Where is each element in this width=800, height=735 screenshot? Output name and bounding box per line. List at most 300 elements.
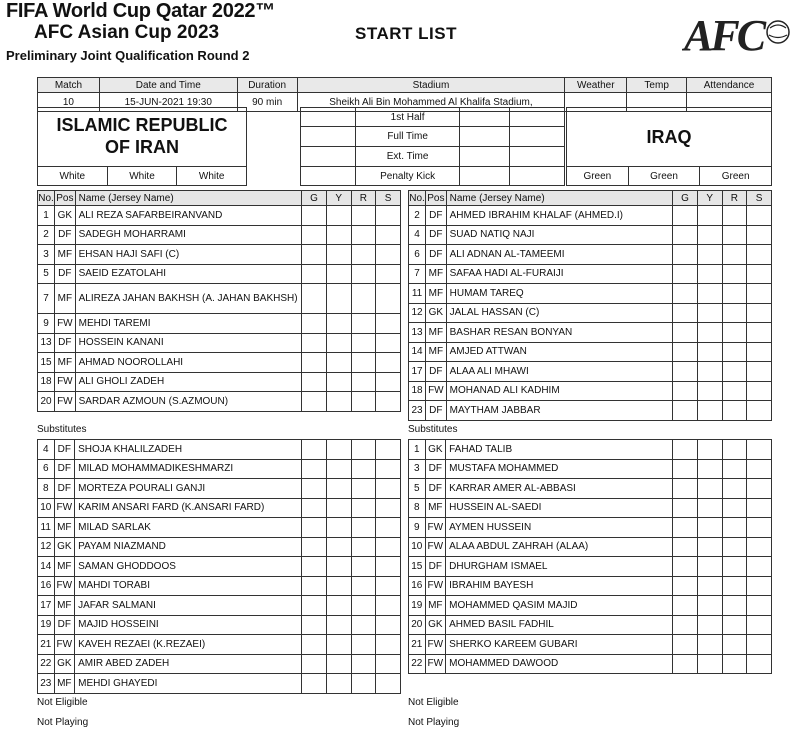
player-yellow-cell	[697, 264, 722, 284]
player-position: DF	[425, 459, 446, 479]
player-name: MILAD MOHAMMADIKESHMARZI	[75, 459, 302, 479]
player-name: IBRAHIM BAYESH	[446, 576, 673, 596]
player-name: KAVEH REZAEI (K.REZAEI)	[75, 635, 302, 655]
player-row	[38, 372, 401, 392]
player-yellow-cell	[326, 206, 351, 226]
player-name: ALAA ALI MHAWI	[446, 362, 673, 382]
player-number: 13	[409, 323, 426, 343]
player-yellow-cell	[697, 576, 722, 596]
player-yellow-cell	[326, 479, 351, 499]
player-yellow-cell	[697, 342, 722, 362]
player-red-cell	[722, 381, 747, 401]
player-name: MAJID HOSSEINI	[75, 615, 302, 635]
player-position: DF	[55, 264, 76, 284]
player-name: MAHDI TORABI	[75, 576, 302, 596]
home-kit-socks: White	[177, 167, 247, 186]
player-goals-cell	[302, 353, 327, 373]
player-goals-cell	[673, 615, 698, 635]
away-substitutes-label: Substitutes	[408, 424, 458, 435]
player-name: BASHAR RESAN BONYAN	[446, 323, 673, 343]
player-row	[409, 537, 772, 557]
player-row	[409, 518, 772, 538]
col-y-header: Y	[697, 191, 722, 206]
player-yellow-cell	[326, 596, 351, 616]
player-red-cell	[351, 615, 376, 635]
stadium-label: Stadium	[297, 78, 565, 93]
player-goals-cell	[302, 392, 327, 412]
away-not-playing: Not Playing	[408, 717, 460, 728]
player-position: FW	[425, 537, 446, 557]
player-sub-cell	[376, 537, 401, 557]
player-name: SHERKO KAREEM GUBARI	[446, 635, 673, 655]
player-position: GK	[54, 537, 75, 557]
player-sub-cell	[376, 353, 401, 373]
player-position: GK	[425, 440, 446, 460]
player-row	[409, 440, 772, 460]
player-row	[38, 284, 401, 314]
player-sub-cell	[376, 498, 401, 518]
player-number: 2	[38, 225, 55, 245]
player-sub-cell	[747, 264, 772, 284]
player-goals-cell	[673, 284, 698, 304]
player-red-cell	[351, 372, 376, 392]
player-position: FW	[55, 372, 76, 392]
player-red-cell	[722, 440, 747, 460]
player-yellow-cell	[697, 206, 722, 226]
col-r-header: R	[722, 191, 747, 206]
home-starters-table	[37, 190, 401, 412]
competition-title: FIFA World Cup Qatar 2022™	[6, 0, 275, 22]
player-goals-cell	[302, 245, 327, 265]
player-goals-cell	[673, 557, 698, 577]
player-sub-cell	[376, 314, 401, 334]
col-s-header: S	[376, 191, 401, 206]
player-goals-cell	[302, 537, 327, 557]
player-red-cell	[351, 353, 376, 373]
player-row	[38, 245, 401, 265]
player-red-cell	[722, 401, 747, 421]
player-sub-cell	[376, 333, 401, 353]
player-name: SHOJA KHALILZADEH	[75, 440, 302, 460]
player-row	[38, 615, 401, 635]
player-goals-cell	[673, 225, 698, 245]
player-sub-cell	[747, 245, 772, 265]
home-substitutes-table	[37, 439, 401, 694]
player-row	[38, 392, 401, 412]
score-table	[300, 107, 565, 186]
player-row	[38, 206, 401, 226]
date-time-label: Date and Time	[99, 78, 237, 93]
player-position: MF	[54, 596, 75, 616]
player-goals-cell	[673, 518, 698, 538]
player-number: 20	[409, 615, 426, 635]
player-row	[38, 333, 401, 353]
player-yellow-cell	[697, 537, 722, 557]
col-name-header: Name (Jersey Name)	[446, 191, 673, 206]
player-row	[38, 264, 401, 284]
player-number: 18	[38, 372, 55, 392]
player-row	[38, 557, 401, 577]
player-goals-cell	[673, 654, 698, 674]
player-name: ALI GHOLI ZADEH	[75, 372, 302, 392]
player-position: DF	[55, 333, 76, 353]
home-kit-shorts: White	[107, 167, 177, 186]
player-goals-cell	[302, 284, 327, 314]
player-name: AHMED IBRAHIM KHALAF (AHMED.I)	[446, 206, 673, 226]
player-row	[38, 635, 401, 655]
column-header-row	[38, 191, 401, 206]
player-row	[38, 440, 401, 460]
player-yellow-cell	[697, 362, 722, 382]
player-yellow-cell	[697, 654, 722, 674]
player-yellow-cell	[697, 635, 722, 655]
player-number: 23	[38, 674, 55, 694]
player-sub-cell	[376, 596, 401, 616]
player-position: DF	[54, 440, 75, 460]
player-red-cell	[722, 596, 747, 616]
player-name: AYMEN HUSSEIN	[446, 518, 673, 538]
home-team-name-line1: ISLAMIC REPUBLIC	[56, 115, 228, 135]
player-red-cell	[722, 537, 747, 557]
player-sub-cell	[747, 615, 772, 635]
player-row	[38, 654, 401, 674]
player-number: 9	[409, 518, 426, 538]
player-row	[38, 314, 401, 334]
player-goals-cell	[302, 333, 327, 353]
player-position: MF	[425, 596, 446, 616]
player-sub-cell	[376, 576, 401, 596]
player-yellow-cell	[697, 401, 722, 421]
round-title: Preliminary Joint Qualification Round 2	[6, 48, 250, 63]
player-name: SUAD NATIQ NAJI	[446, 225, 673, 245]
player-number: 11	[38, 518, 55, 538]
player-red-cell	[351, 440, 376, 460]
player-yellow-cell	[697, 518, 722, 538]
player-goals-cell	[673, 264, 698, 284]
player-position: GK	[55, 206, 76, 226]
player-goals-cell	[673, 362, 698, 382]
document-title: START LIST	[355, 24, 457, 43]
player-name: ALIREZA JAHAN BAKHSH (A. JAHAN BAKHSH)	[75, 284, 302, 314]
player-position: MF	[426, 264, 447, 284]
player-goals-cell	[673, 381, 698, 401]
player-number: 17	[409, 362, 426, 382]
home-substitutes-label: Substitutes	[37, 424, 87, 435]
player-goals-cell	[302, 596, 327, 616]
player-sub-cell	[747, 518, 772, 538]
player-row	[409, 459, 772, 479]
player-name: SADEGH MOHARRAMI	[75, 225, 302, 245]
player-sub-cell	[747, 362, 772, 382]
player-red-cell	[351, 459, 376, 479]
player-red-cell	[351, 206, 376, 226]
player-name: AHMAD NOOROLLAHI	[75, 353, 302, 373]
player-position: DF	[54, 479, 75, 499]
player-number: 1	[38, 206, 55, 226]
player-row	[38, 596, 401, 616]
player-red-cell	[722, 225, 747, 245]
player-goals-cell	[673, 303, 698, 323]
player-name: ALI ADNAN AL-TAMEEMI	[446, 245, 673, 265]
player-goals-cell	[673, 401, 698, 421]
player-sub-cell	[747, 498, 772, 518]
player-sub-cell	[376, 459, 401, 479]
player-name: AMIR ABED ZADEH	[75, 654, 302, 674]
player-position: DF	[55, 225, 76, 245]
player-position: DF	[426, 362, 447, 382]
player-position: MF	[55, 284, 76, 314]
player-row	[38, 459, 401, 479]
player-number: 3	[409, 459, 426, 479]
player-sub-cell	[747, 381, 772, 401]
player-goals-cell	[673, 635, 698, 655]
player-yellow-cell	[326, 372, 351, 392]
player-position: GK	[425, 615, 446, 635]
player-red-cell	[722, 342, 747, 362]
player-position: FW	[55, 314, 76, 334]
player-goals-cell	[673, 206, 698, 226]
player-number: 14	[38, 557, 55, 577]
col-no-header: No.	[409, 192, 425, 204]
player-number: 15	[38, 353, 55, 373]
home-team-box	[37, 107, 247, 167]
player-row	[409, 596, 772, 616]
player-goals-cell	[302, 264, 327, 284]
player-number: 10	[409, 537, 426, 557]
player-position: MF	[55, 353, 76, 373]
player-red-cell	[722, 654, 747, 674]
column-header-row	[409, 191, 772, 206]
player-sub-cell	[747, 479, 772, 499]
player-sub-cell	[376, 372, 401, 392]
player-sub-cell	[747, 537, 772, 557]
player-red-cell	[351, 596, 376, 616]
player-number: 8	[38, 479, 55, 499]
player-row	[38, 353, 401, 373]
player-goals-cell	[673, 459, 698, 479]
player-red-cell	[351, 225, 376, 245]
player-number: 14	[409, 342, 426, 362]
player-name: PAYAM NIAZMAND	[75, 537, 302, 557]
player-row	[409, 245, 772, 265]
player-sub-cell	[376, 635, 401, 655]
player-position: MF	[425, 498, 446, 518]
player-red-cell	[351, 635, 376, 655]
player-yellow-cell	[697, 284, 722, 304]
player-sub-cell	[376, 518, 401, 538]
player-row	[409, 498, 772, 518]
player-yellow-cell	[697, 479, 722, 499]
player-red-cell	[722, 615, 747, 635]
player-sub-cell	[747, 225, 772, 245]
player-goals-cell	[302, 372, 327, 392]
player-sub-cell	[747, 654, 772, 674]
player-sub-cell	[376, 225, 401, 245]
afc-logo-text: AFC	[684, 11, 764, 58]
player-yellow-cell	[326, 440, 351, 460]
player-row	[409, 342, 772, 362]
player-sub-cell	[376, 654, 401, 674]
player-number: 12	[409, 303, 426, 323]
player-name: HOSSEIN KANANI	[75, 333, 302, 353]
player-row	[409, 576, 772, 596]
player-red-cell	[722, 576, 747, 596]
away-kit-shirt: Green	[567, 167, 629, 186]
player-number: 2	[409, 206, 426, 226]
player-goals-cell	[302, 225, 327, 245]
player-yellow-cell	[326, 654, 351, 674]
player-name: JAFAR SALMANI	[75, 596, 302, 616]
player-name: HUSSEIN AL-SAEDI	[446, 498, 673, 518]
player-position: MF	[426, 323, 447, 343]
player-name: DHURGHAM ISMAEL	[446, 557, 673, 577]
player-position: FW	[54, 576, 75, 596]
player-goals-cell	[302, 459, 327, 479]
player-number: 21	[38, 635, 55, 655]
away-team-box	[566, 107, 772, 167]
player-goals-cell	[302, 635, 327, 655]
player-red-cell	[351, 654, 376, 674]
player-red-cell	[351, 314, 376, 334]
player-row	[409, 225, 772, 245]
player-goals-cell	[302, 479, 327, 499]
player-red-cell	[722, 498, 747, 518]
player-goals-cell	[302, 206, 327, 226]
player-name: MOHANAD ALI KADHIM	[446, 381, 673, 401]
player-sub-cell	[747, 206, 772, 226]
player-sub-cell	[376, 245, 401, 265]
col-g-header: G	[302, 191, 327, 206]
player-red-cell	[722, 303, 747, 323]
player-position: DF	[425, 479, 446, 499]
col-pos-header: Pos	[56, 192, 74, 204]
player-position: DF	[426, 206, 447, 226]
player-sub-cell	[747, 303, 772, 323]
player-name: EHSAN HAJI SAFI (C)	[75, 245, 302, 265]
player-position: DF	[426, 401, 447, 421]
player-row	[38, 498, 401, 518]
player-goals-cell	[302, 654, 327, 674]
away-kit-shorts: Green	[628, 167, 700, 186]
col-no-header: No.	[38, 192, 54, 204]
duration-label: Duration	[237, 78, 297, 93]
player-goals-cell	[673, 576, 698, 596]
player-red-cell	[722, 323, 747, 343]
player-yellow-cell	[697, 245, 722, 265]
player-goals-cell	[302, 615, 327, 635]
player-row	[409, 615, 772, 635]
player-number: 19	[38, 615, 55, 635]
player-yellow-cell	[697, 303, 722, 323]
home-team-name-line2: OF IRAN	[105, 137, 179, 157]
player-sub-cell	[376, 392, 401, 412]
player-red-cell	[722, 518, 747, 538]
player-row	[409, 381, 772, 401]
player-name: MAYTHAM JABBAR	[446, 401, 673, 421]
player-goals-cell	[302, 557, 327, 577]
player-yellow-cell	[326, 576, 351, 596]
attendance-label: Attendance	[687, 78, 772, 93]
player-position: DF	[425, 557, 446, 577]
away-kit-table	[566, 166, 772, 186]
player-number: 5	[409, 479, 426, 499]
player-position: MF	[54, 557, 75, 577]
player-row	[409, 479, 772, 499]
player-name: SARDAR AZMOUN (S.AZMOUN)	[75, 392, 302, 412]
score-row-penalty-kick: Penalty Kick	[355, 167, 460, 186]
player-row	[409, 401, 772, 421]
score-row-ext-time: Ext. Time	[355, 147, 460, 167]
player-number: 11	[409, 284, 426, 304]
player-red-cell	[351, 333, 376, 353]
player-name: ALAA ABDUL ZAHRAH (ALAA)	[446, 537, 673, 557]
player-position: FW	[54, 498, 75, 518]
player-red-cell	[722, 635, 747, 655]
match-duration: 90 min	[237, 93, 297, 112]
player-row	[38, 518, 401, 538]
player-red-cell	[722, 362, 747, 382]
player-red-cell	[351, 498, 376, 518]
player-yellow-cell	[697, 459, 722, 479]
player-yellow-cell	[697, 615, 722, 635]
player-sub-cell	[747, 284, 772, 304]
player-yellow-cell	[697, 440, 722, 460]
player-yellow-cell	[326, 557, 351, 577]
col-name-header: Name (Jersey Name)	[75, 191, 302, 206]
player-yellow-cell	[697, 323, 722, 343]
player-yellow-cell	[697, 557, 722, 577]
player-sub-cell	[747, 576, 772, 596]
player-number: 15	[409, 557, 426, 577]
player-red-cell	[351, 245, 376, 265]
player-name: MOHAMMED QASIM MAJID	[446, 596, 673, 616]
player-position: DF	[426, 245, 447, 265]
player-number: 17	[38, 596, 55, 616]
player-number: 4	[38, 440, 55, 460]
player-sub-cell	[376, 557, 401, 577]
score-row-full-time: Full Time	[355, 127, 460, 147]
player-row	[409, 284, 772, 304]
player-position: FW	[425, 654, 446, 674]
col-g-header: G	[673, 191, 698, 206]
col-y-header: Y	[326, 191, 351, 206]
player-position: MF	[54, 518, 75, 538]
player-sub-cell	[376, 479, 401, 499]
player-row	[38, 479, 401, 499]
player-yellow-cell	[697, 596, 722, 616]
player-goals-cell	[673, 342, 698, 362]
player-sub-cell	[747, 323, 772, 343]
away-kit-socks: Green	[700, 167, 772, 186]
player-sub-cell	[376, 440, 401, 460]
player-name: AHMED BASIL FADHIL	[446, 615, 673, 635]
player-position: FW	[54, 635, 75, 655]
player-sub-cell	[747, 557, 772, 577]
player-position: FW	[55, 392, 76, 412]
player-yellow-cell	[326, 674, 351, 694]
player-number: 16	[409, 576, 426, 596]
player-number: 3	[38, 245, 55, 265]
player-name: ALI REZA SAFARBEIRANVAND	[75, 206, 302, 226]
player-red-cell	[351, 392, 376, 412]
player-position: MF	[55, 245, 76, 265]
player-name: FAHAD TALIB	[446, 440, 673, 460]
player-number: 21	[409, 635, 426, 655]
player-number: 7	[38, 284, 55, 314]
player-sub-cell	[376, 264, 401, 284]
player-red-cell	[722, 245, 747, 265]
player-goals-cell	[673, 479, 698, 499]
